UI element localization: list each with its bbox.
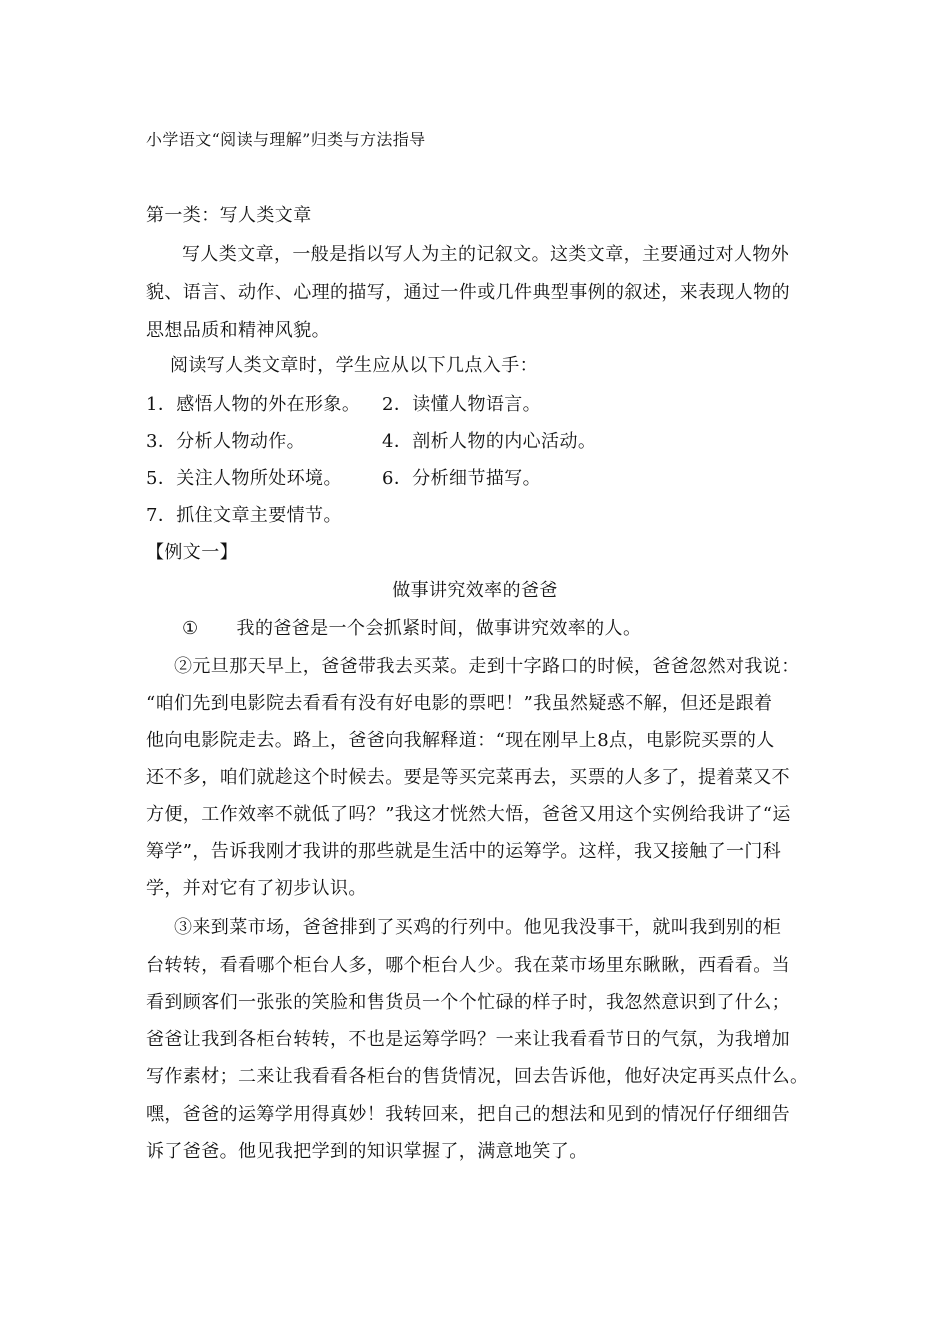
paragraph-number: ① xyxy=(182,618,199,639)
intro-line: 貌、语言、动作、心理的描写，通过一件或几件典型事例的叙述，来表现人物的 xyxy=(146,282,790,303)
paragraph-2-line: 方便，工作效率不就低了吗？”我这才恍然大悟，爸爸又用这个实例给我讲了“运 xyxy=(146,804,791,825)
article-title: 做事讲究效率的爸爸 xyxy=(392,580,558,601)
reading-tip: 阅读写人类文章时，学生应从以下几点入手： xyxy=(170,355,538,376)
point-item: 4．剖析人物的内心活动。 xyxy=(382,431,597,452)
paragraph-3-line: 爸爸让我到各柜台转转，不也是运筹学吗？一来让我看看节日的气氛，为我增加 xyxy=(146,1029,790,1050)
point-row xyxy=(146,504,646,528)
intro-line: 写人类文章，一般是指以写人为主的记叙文。这类文章，主要通过对人物外 xyxy=(182,244,790,265)
point-item: 3．分析人物动作。 xyxy=(146,431,306,452)
point-item: 5．关注人物所处环境。 xyxy=(146,468,342,489)
paragraph-3-line: 台转转，看看哪个柜台人多，哪个柜台人少。我在菜市场里东瞅瞅，西看看。当 xyxy=(146,955,790,976)
paragraph-2-line: 还不多，咱们就趁这个时候去。要是等买完菜再去，买票的人多了，提着菜又不 xyxy=(146,767,790,788)
point-row xyxy=(146,430,646,454)
point-row xyxy=(146,467,646,491)
intro-line: 思想品质和精神风貌。 xyxy=(146,320,330,341)
paragraph-2-line: 学，并对它有了初步认识。 xyxy=(146,878,367,899)
document-title: 小学语文“阅读与理解”归类与方法指导 xyxy=(146,130,426,149)
paragraph-3-line: 看到顾客们一张张的笑脸和售货员一个个忙碌的样子时，我忽然意识到了什么； xyxy=(146,992,790,1013)
point-item: 1．感悟人物的外在形象。 xyxy=(146,394,361,415)
section-heading: 第一类：写人类文章 xyxy=(146,205,312,226)
paragraph-text: 我的爸爸是一个会抓紧时间，做事讲究效率的人。 xyxy=(236,618,642,639)
point-item: 2．读懂人物语言。 xyxy=(382,394,542,415)
point-item: 7．抓住文章主要情节。 xyxy=(146,505,342,526)
paragraph-3-line: ③来到菜市场，爸爸排到了买鸡的行列中。他见我没事干，就叫我到别的柜 xyxy=(174,917,782,938)
paragraph-2-line: 他向电影院走去。路上，爸爸向我解释道：“现在刚早上8点，电影院买票的人 xyxy=(146,730,775,751)
paragraph-2-line: “咱们先到电影院去看看有没有好电影的票吧！”我虽然疑惑不解，但还是跟着 xyxy=(146,693,773,714)
point-item: 6．分析细节描写。 xyxy=(382,468,542,489)
paragraph-2-line: ②元旦那天早上，爸爸带我去买菜。走到十字路口的时候，爸爸忽然对我说： xyxy=(174,656,800,677)
paragraph-1 xyxy=(182,617,641,641)
paragraph-3-line: 写作素材；二来让我看看各柜台的售货情况，回去告诉他，他好决定再买点什么。 xyxy=(146,1066,809,1087)
paragraph-3-line: 嘿，爸爸的运筹学用得真妙！我转回来，把自己的想法和见到的情况仔仔细细告 xyxy=(146,1104,790,1125)
example-label: 【例文一】 xyxy=(146,542,238,563)
paragraph-2-line: 筹学”，告诉我刚才我讲的那些就是生活中的运筹学。这样，我又接触了一门科 xyxy=(146,841,782,862)
point-row xyxy=(146,393,646,417)
paragraph-3-line: 诉了爸爸。他见我把学到的知识掌握了，满意地笑了。 xyxy=(146,1141,588,1162)
